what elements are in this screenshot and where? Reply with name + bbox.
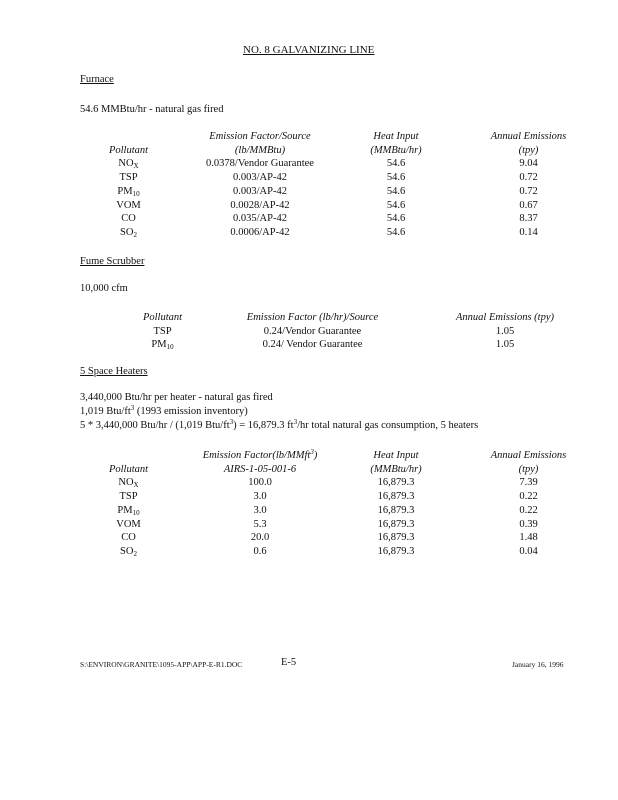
heat-input-cell: 54.6 <box>386 172 406 184</box>
page-number: E-5 <box>281 657 297 668</box>
heaters-pollutant-header: Pollutant <box>108 463 149 475</box>
scrubber-ae-header: Annual Emissions (tpy) <box>456 312 554 323</box>
furnace-pollutant-header: Pollutant <box>108 144 149 156</box>
furnace-table <box>95 130 605 240</box>
table-row <box>125 325 585 339</box>
emission-factor-cell: 0.6 <box>253 545 267 557</box>
table-row <box>95 531 605 545</box>
heat-input-cell: 16,879.3 <box>377 504 415 516</box>
emission-factor-cell: 100.0 <box>248 477 272 489</box>
table-row <box>95 157 605 171</box>
table-row <box>95 518 605 532</box>
table-row <box>95 171 605 185</box>
heat-input-cell: 16,879.3 <box>377 518 415 530</box>
emission-factor-cell: 0.0006/AP-42 <box>230 226 290 238</box>
furnace-hi-units: (MMBtu/hr) <box>370 144 422 156</box>
pollutant-cell: VOM <box>116 199 141 211</box>
furnace-rating: 54.6 MMBtu/hr - natural gas fired <box>80 104 224 115</box>
heaters-hi-units: (MMBtu/hr) <box>370 463 422 475</box>
annual-emissions-cell: 0.67 <box>519 199 538 211</box>
table-row <box>95 226 605 240</box>
table-row <box>95 476 605 490</box>
annual-emissions-cell: 0.72 <box>519 172 538 184</box>
pollutant-cell: $NO_X$ <box>118 158 139 171</box>
heaters-ae-header: Annual Emissions <box>490 450 567 461</box>
heat-input-cell: 54.6 <box>386 226 406 238</box>
pollutant-cell: VOM <box>116 518 141 530</box>
annual-emissions-cell: 7.39 <box>519 477 538 489</box>
annual-emissions-cell: 0.72 <box>519 185 538 197</box>
emission-factor-cell: 0.003/AP-42 <box>233 185 287 197</box>
emission-factor-cell: 20.0 <box>250 532 270 544</box>
annual-emissions-cell: 1.48 <box>519 532 538 544</box>
scrubber-rating: 10,000 cfm <box>80 283 128 294</box>
annual-emissions-cell: 1.05 <box>495 339 515 351</box>
emission-factor-cell: 3.0 <box>253 491 267 503</box>
furnace-hi-header: Heat Input <box>373 131 419 142</box>
heaters-ef-source: AIRS-1-05-001-6 <box>223 463 297 475</box>
heaters-heading: 5 Space Heaters <box>80 366 148 377</box>
furnace-ae-units: (tpy) <box>518 144 539 156</box>
pollutant-cell: $PM_{10}$ <box>117 185 140 198</box>
heat-input-cell: 54.6 <box>386 158 406 170</box>
heaters-line-1: 3,440,000 Btu/hr per heater - natural gas fired <box>80 392 273 403</box>
heat-input-cell: 54.6 <box>386 185 406 197</box>
emission-factor-cell: 3.0 <box>253 504 267 516</box>
furnace-ae-header: Annual Emissions <box>490 131 567 142</box>
annual-emissions-cell: 0.22 <box>519 504 538 516</box>
emission-factor-cell: 0.24/Vendor Guarantee <box>263 325 362 337</box>
pollutant-cell: TSP <box>119 491 138 503</box>
pollutant-cell: CO <box>121 213 136 225</box>
emission-factor-cell: 5.3 <box>253 518 267 530</box>
pollutant-cell: $PM_{10}$ <box>151 339 174 352</box>
emission-factor-cell: 0.24/ Vendor Guarantee <box>262 339 363 351</box>
annual-emissions-cell: 0.04 <box>519 545 538 557</box>
heaters-ae-units: (tpy) <box>518 463 539 475</box>
pollutant-cell: CO <box>121 532 136 544</box>
table-row <box>125 338 585 352</box>
table-row <box>95 185 605 199</box>
furnace-ef-header: Emission Factor/Source <box>209 131 311 142</box>
emission-factor-cell: 0.035/AP-42 <box>233 213 287 225</box>
heat-input-cell: 16,879.3 <box>377 491 415 503</box>
pollutant-cell: $PM_{10}$ <box>117 504 140 517</box>
heat-input-cell: 16,879.3 <box>377 545 415 557</box>
table-row <box>95 545 605 559</box>
heaters-table <box>95 449 605 559</box>
emission-factor-cell: 0.0378/Vendor Guarantee <box>206 158 314 170</box>
heat-input-cell: 16,879.3 <box>377 532 415 544</box>
pollutant-cell: $SO_2$ <box>120 226 137 239</box>
furnace-ef-units: (lb/MMBtu) <box>234 144 286 156</box>
annual-emissions-cell: 8.37 <box>519 213 538 225</box>
heat-input-cell: 16,879.3 <box>377 477 415 489</box>
heat-input-cell: 54.6 <box>386 213 406 225</box>
pollutant-cell: $SO_2$ <box>120 545 137 558</box>
annual-emissions-cell: 0.14 <box>519 226 538 238</box>
footer-date: January 16, 1996 <box>512 660 564 669</box>
heaters-line-3: 5 * 3,440,000 Btu/hr / (1,019 Btu/$ft^3) = 16,879.3$ $ft^3/hr$ total natural gas consumption, 5 heaters <box>80 418 479 431</box>
emission-factor-cell: 0.003/AP-42 <box>233 172 287 184</box>
heaters-ef-header: Emission Factor(lb/MMft$^3$) <box>202 448 318 461</box>
heat-input-cell: 54.6 <box>386 199 406 211</box>
page-title: NO. 8 GALVANIZING LINE <box>243 44 375 56</box>
scrubber-ef-header: Emission Factor (lb/hr)/Source <box>246 312 379 323</box>
annual-emissions-cell: 1.05 <box>495 325 515 337</box>
furnace-heading: Furnace <box>80 74 114 85</box>
scrubber-pollutant-header: Pollutant <box>142 312 183 323</box>
annual-emissions-cell: 0.39 <box>519 518 538 530</box>
table-row <box>95 490 605 504</box>
scrubber-table <box>125 311 585 352</box>
heaters-line-2: 1,019 Btu/$ft^3$ (1993 emission inventory) <box>80 404 248 417</box>
footer-file-path: S:\ENVIRON\GRANITE\1095-APP\APP-E-R1.DOC <box>80 660 243 669</box>
emission-factor-cell: 0.0028/AP-42 <box>230 199 290 211</box>
table-row <box>95 212 605 226</box>
table-row <box>95 199 605 213</box>
pollutant-cell: $NO_X$ <box>118 477 139 490</box>
pollutant-cell: TSP <box>119 172 138 184</box>
scrubber-heading: Fume Scrubber <box>80 256 145 267</box>
pollutant-cell: TSP <box>153 325 172 337</box>
annual-emissions-cell: 0.22 <box>519 491 538 503</box>
heaters-hi-header: Heat Input <box>373 450 419 461</box>
annual-emissions-cell: 9.04 <box>519 158 538 170</box>
table-row <box>95 504 605 518</box>
